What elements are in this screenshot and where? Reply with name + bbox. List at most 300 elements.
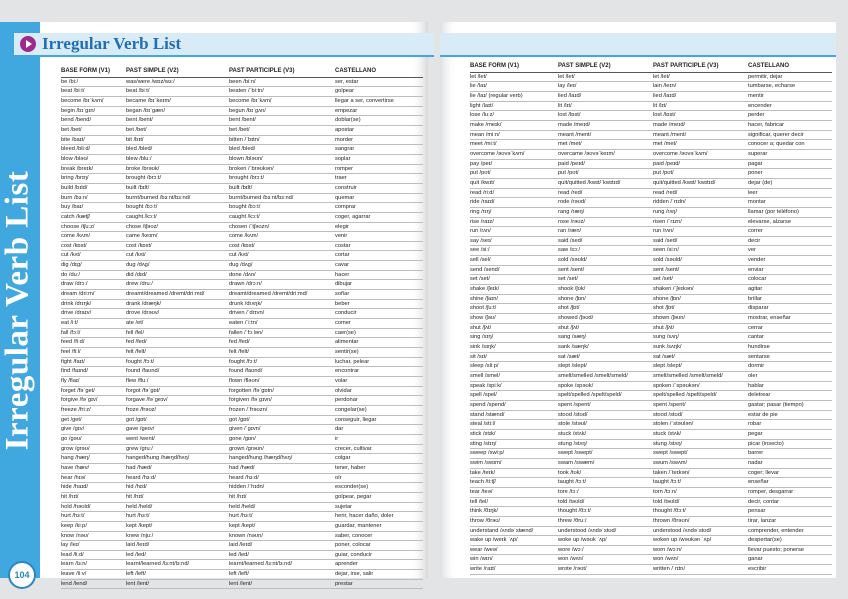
table-cell: stood /stʊd/ xyxy=(653,410,748,420)
table-row xyxy=(470,449,832,459)
table-cell: cantar xyxy=(748,333,832,343)
table-cell: leer xyxy=(748,188,832,198)
table-cell: bet /bet/ xyxy=(229,125,335,135)
table-cell: forget /fəˈɡet/ xyxy=(61,386,126,396)
table-row xyxy=(61,309,423,319)
table-cell: been /biːn/ xyxy=(229,77,335,87)
table-cell: bend /bend/ xyxy=(61,116,126,126)
table-cell: steal /stiːl/ xyxy=(470,420,558,430)
table-row xyxy=(470,343,832,353)
table-cell: built /bɪlt/ xyxy=(229,183,335,193)
table-cell: seen /siːn/ xyxy=(653,246,748,256)
table-cell: keep /kiːp/ xyxy=(61,521,126,531)
table-cell: light /laɪt/ xyxy=(470,101,558,111)
table-cell: traer xyxy=(335,174,423,184)
table-cell: slept /slept/ xyxy=(558,362,653,372)
table-cell: perder xyxy=(748,111,832,121)
table-row xyxy=(61,512,423,522)
table-row xyxy=(470,333,832,343)
table-cell: dug /dʌɡ/ xyxy=(229,261,335,271)
table-cell: swum /swʌm/ xyxy=(653,458,748,468)
table-cell: beat /biːt/ xyxy=(126,87,229,97)
table-cell: mean /miːn/ xyxy=(470,130,558,140)
table-cell: grew /ɡruː/ xyxy=(126,444,229,454)
table-cell: comprender, entender xyxy=(748,526,832,536)
table-cell: pegar xyxy=(748,429,832,439)
table-cell: lay /leɪ/ xyxy=(61,541,126,551)
table-row xyxy=(470,458,832,468)
table-cell: spoken /ˈspəʊkən/ xyxy=(653,381,748,391)
table-cell: set /set/ xyxy=(653,275,748,285)
table-row xyxy=(470,323,832,333)
table-cell: become /bɪˈkʌm/ xyxy=(61,96,126,106)
table-header-row xyxy=(61,67,423,77)
table-cell: lose /luːz/ xyxy=(470,111,558,121)
table-cell: stuck /stʌk/ xyxy=(653,429,748,439)
table-cell: spelt/spelled /spelt/speld/ xyxy=(653,391,748,401)
table-cell: doblar(se) xyxy=(335,116,423,126)
table-cell: felt /felt/ xyxy=(126,348,229,358)
table-cell: romper xyxy=(335,164,423,174)
table-cell: stolen /ˈstəʊlən/ xyxy=(653,420,748,430)
table-row xyxy=(61,193,423,203)
table-row xyxy=(61,377,423,387)
table-cell: wrote /rəʊt/ xyxy=(558,565,653,575)
table-cell: bled /bled/ xyxy=(229,145,335,155)
table-cell: sujetar xyxy=(335,502,423,512)
table-cell: cerrar xyxy=(748,323,832,333)
table-cell: sting /stɪŋ/ xyxy=(470,439,558,449)
right-title-bar xyxy=(440,33,836,55)
table-row xyxy=(470,120,832,130)
title-bar xyxy=(14,33,434,55)
table-cell: quit/quitted /kwɪt/ˈkwɪtɪd/ xyxy=(653,178,748,188)
right-title-rule xyxy=(440,55,836,57)
table-cell: venir xyxy=(335,232,423,242)
table-cell: said /sed/ xyxy=(558,236,653,246)
table-cell: estar de pie xyxy=(748,410,832,420)
table-cell: begun /bɪˈɡʌn/ xyxy=(229,106,335,116)
table-cell: crecer, cultivar xyxy=(335,444,423,454)
table-cell: shoot /ʃuːt/ xyxy=(470,304,558,314)
table-row xyxy=(470,256,832,266)
table-cell: spent /spent/ xyxy=(558,400,653,410)
table-cell: saw /sɔː/ xyxy=(558,246,653,256)
table-cell: lie /laɪ/ (regular verb) xyxy=(470,91,558,101)
column-header: CASTELLANO xyxy=(335,67,423,77)
table-cell: superar xyxy=(748,149,832,159)
table-cell: hacer, fabricar xyxy=(748,120,832,130)
table-cell: lit /lɪt/ xyxy=(558,101,653,111)
table-cell: tirar, lanzar xyxy=(748,516,832,526)
table-cell: go /ɡəʊ/ xyxy=(61,434,126,444)
table-cell: hang /hæŋ/ xyxy=(61,454,126,464)
table-row xyxy=(61,290,423,300)
table-cell: tore /tɔː/ xyxy=(558,487,653,497)
table-cell: taught /tɔːt/ xyxy=(558,478,653,488)
table-cell: bleed /bliːd/ xyxy=(61,145,126,155)
table-cell: came /keɪm/ xyxy=(126,232,229,242)
table-row xyxy=(61,560,423,570)
table-row xyxy=(470,545,832,555)
table-cell: led /led/ xyxy=(229,550,335,560)
table-cell: smelt/smelled /smelt/smeld/ xyxy=(558,372,653,382)
table-cell: drive /draɪv/ xyxy=(61,309,126,319)
table-cell: wore /wɔː/ xyxy=(558,545,653,555)
table-cell: left /left/ xyxy=(126,570,229,580)
table-cell: swept /swept/ xyxy=(653,449,748,459)
table-cell: bent /bent/ xyxy=(126,116,229,126)
table-cell: cavar xyxy=(335,261,423,271)
table-row xyxy=(470,140,832,150)
table-row xyxy=(470,555,832,565)
table-cell: alimentar xyxy=(335,338,423,348)
table-cell: sent /sent/ xyxy=(558,265,653,275)
table-cell: pagar xyxy=(748,159,832,169)
table-cell: cut /kʌt/ xyxy=(126,251,229,261)
table-cell: do /duː/ xyxy=(61,270,126,280)
table-row xyxy=(470,381,832,391)
table-cell: blew /bluː/ xyxy=(126,154,229,164)
table-row xyxy=(61,87,423,97)
table-row xyxy=(470,101,832,111)
table-cell: sangrar xyxy=(335,145,423,155)
table-cell: found /faʊnd/ xyxy=(126,367,229,377)
table-cell: significar, querer decir xyxy=(748,130,832,140)
table-cell: llegar a ser, convertirse xyxy=(335,96,423,106)
table-cell: send /send/ xyxy=(470,265,558,275)
table-cell: apostar xyxy=(335,125,423,135)
table-cell: put /pʊt/ xyxy=(653,169,748,179)
table-cell: find /faɪnd/ xyxy=(61,367,126,377)
table-cell: beber xyxy=(335,299,423,309)
table-cell: met /met/ xyxy=(558,140,653,150)
table-cell: conocer a; quedar con xyxy=(748,140,832,150)
table-cell: drove /drəʊv/ xyxy=(126,309,229,319)
table-cell: slept /slept/ xyxy=(653,362,748,372)
table-cell: had /hæd/ xyxy=(229,463,335,473)
table-cell: burnt/burned /bɜːnt/bɜːnd/ xyxy=(229,193,335,203)
table-cell: understand /ʌndəˈstænd/ xyxy=(470,526,558,536)
table-cell: fallen /ˈfɔːlən/ xyxy=(229,328,335,338)
table-cell: feed /fiːd/ xyxy=(61,338,126,348)
table-row xyxy=(61,106,423,116)
table-cell: stood /stʊd/ xyxy=(558,410,653,420)
table-row xyxy=(470,227,832,237)
table-cell: quemar xyxy=(335,193,423,203)
table-cell: pensar xyxy=(748,507,832,517)
table-cell: begin /bɪˈɡɪn/ xyxy=(61,106,126,116)
table-cell: got /ɡɒt/ xyxy=(126,415,229,425)
table-row xyxy=(470,217,832,227)
table-cell: fed /fed/ xyxy=(126,338,229,348)
table-cell: did /dɪd/ xyxy=(126,270,229,280)
table-row xyxy=(61,348,423,358)
table-row xyxy=(470,391,832,401)
table-cell: learnt/learned /lɜːnt/lɜːnd/ xyxy=(229,560,335,570)
table-cell: broke /brəʊk/ xyxy=(126,164,229,174)
table-cell: run /rʌn/ xyxy=(470,227,558,237)
table-cell: eat /iːt/ xyxy=(61,319,126,329)
table-cell: elegir xyxy=(335,222,423,232)
table-cell: grow /ɡrəʊ/ xyxy=(61,444,126,454)
table-row xyxy=(470,169,832,179)
table-cell: cut /kʌt/ xyxy=(61,251,126,261)
table-cell: sent /sent/ xyxy=(653,265,748,275)
table-cell: buy /baɪ/ xyxy=(61,203,126,213)
table-cell: lay /leɪ/ xyxy=(558,82,653,92)
column-header: BASE FORM (V1) xyxy=(470,62,558,72)
table-cell: bought /bɔːt/ xyxy=(126,203,229,213)
table-row xyxy=(470,207,832,217)
table-cell: lost /lɒst/ xyxy=(558,111,653,121)
table-cell: thought /θɔːt/ xyxy=(558,507,653,517)
table-cell: ate /et/ xyxy=(126,319,229,329)
table-cell: prestar xyxy=(335,579,423,589)
table-row xyxy=(61,396,423,406)
table-cell: shown /ʃəʊn/ xyxy=(653,314,748,324)
table-cell: heard /hɜːd/ xyxy=(126,473,229,483)
table-cell: have /hæv/ xyxy=(61,463,126,473)
table-row xyxy=(470,91,832,101)
table-cell: began /bɪˈɡæn/ xyxy=(126,106,229,116)
side-title-band xyxy=(0,22,40,578)
table-cell: feel /fiːl/ xyxy=(61,348,126,358)
table-cell: decir xyxy=(748,236,832,246)
table-cell: flew /fluː/ xyxy=(126,377,229,387)
table-cell: write /raɪt/ xyxy=(470,565,558,575)
table-cell: cost /kɒst/ xyxy=(229,241,335,251)
table-cell: nadar xyxy=(748,458,832,468)
table-cell: beat /biːt/ xyxy=(61,87,126,97)
table-cell: mentir xyxy=(748,91,832,101)
table-cell: dibujar xyxy=(335,280,423,290)
table-cell: forgive /fəˈɡɪv/ xyxy=(61,396,126,406)
table-cell: leave /liːv/ xyxy=(61,570,126,580)
table-cell: permitir, dejar xyxy=(748,72,832,82)
table-row xyxy=(470,429,832,439)
table-cell: shaken /ˈʃeɪkən/ xyxy=(653,285,748,295)
table-cell: paid /peɪd/ xyxy=(558,159,653,169)
table-cell: drew /druː/ xyxy=(126,280,229,290)
table-cell: wear /weə/ xyxy=(470,545,558,555)
table-cell: oler xyxy=(748,372,832,382)
table-cell: read /riːd/ xyxy=(470,188,558,198)
table-cell: guardar, mantener xyxy=(335,521,423,531)
table-cell: herir, hacer daño, doler xyxy=(335,512,423,522)
table-cell: encender xyxy=(748,101,832,111)
table-cell: blown /bləʊn/ xyxy=(229,154,335,164)
table-cell: dejar (de) xyxy=(748,178,832,188)
table-cell: lead /liːd/ xyxy=(61,550,126,560)
table-row xyxy=(61,232,423,242)
table-cell: lie /laɪ/ xyxy=(470,82,558,92)
table-cell: met /met/ xyxy=(653,140,748,150)
table-cell: frozen /ˈfrəʊzn/ xyxy=(229,405,335,415)
table-cell: swim /swɪm/ xyxy=(470,458,558,468)
table-cell: spell /spel/ xyxy=(470,391,558,401)
table-row xyxy=(61,444,423,454)
table-cell: left /left/ xyxy=(229,570,335,580)
table-cell: put /pʊt/ xyxy=(470,169,558,179)
table-cell: dormir xyxy=(748,362,832,372)
table-row xyxy=(470,372,832,382)
column-header: CASTELLANO xyxy=(748,62,832,72)
table-cell: read /red/ xyxy=(558,188,653,198)
table-cell: fought /fɔːt/ xyxy=(229,357,335,367)
table-cell: decir, contar xyxy=(748,497,832,507)
table-cell: mostrar, enseñar xyxy=(748,314,832,324)
table-cell: soplar xyxy=(335,154,423,164)
table-cell: fly /flaɪ/ xyxy=(61,377,126,387)
column-header: PAST PARTICIPLE (V3) xyxy=(229,67,335,77)
table-row xyxy=(470,487,832,497)
table-row xyxy=(470,352,832,362)
table-row xyxy=(61,116,423,126)
table-cell: held /held/ xyxy=(229,502,335,512)
table-cell: comprar xyxy=(335,203,423,213)
table-cell: lost /lɒst/ xyxy=(653,111,748,121)
table-row xyxy=(61,434,423,444)
table-cell: was/were /wɒz/wɜː/ xyxy=(126,77,229,87)
table-cell: despertar(se) xyxy=(748,536,832,546)
table-cell: cost /kɒst/ xyxy=(61,241,126,251)
table-cell: found /faʊnd/ xyxy=(229,367,335,377)
table-cell: hurt /hɜːt/ xyxy=(229,512,335,522)
table-cell: dig /dɪɡ/ xyxy=(61,261,126,271)
table-cell: esconder(se) xyxy=(335,483,423,493)
column-header: PAST SIMPLE (V2) xyxy=(126,67,229,77)
table-cell: driven /ˈdrɪvn/ xyxy=(229,309,335,319)
table-cell: caer(se) xyxy=(335,328,423,338)
table-cell: elevarse, alzarse xyxy=(748,217,832,227)
table-cell: shine /ʃaɪn/ xyxy=(470,294,558,304)
table-row xyxy=(61,280,423,290)
table-cell: sung /sʌŋ/ xyxy=(653,333,748,343)
table-row xyxy=(470,265,832,275)
table-cell: froze /frəʊz/ xyxy=(126,405,229,415)
table-row xyxy=(61,357,423,367)
table-cell: quit /kwɪt/ xyxy=(470,178,558,188)
table-cell: made /meɪd/ xyxy=(558,120,653,130)
table-cell: tener, haber xyxy=(335,463,423,473)
table-cell: fell /fel/ xyxy=(126,328,229,338)
table-cell: burnt/burned /bɜːnt/bɜːnd/ xyxy=(126,193,229,203)
table-cell: say /seɪ/ xyxy=(470,236,558,246)
table-cell: fed /fed/ xyxy=(229,338,335,348)
table-row xyxy=(470,188,832,198)
table-cell: meet /miːt/ xyxy=(470,140,558,150)
table-row xyxy=(470,468,832,478)
table-cell: brought /brɔːt/ xyxy=(126,174,229,184)
table-cell: hablar xyxy=(748,381,832,391)
table-cell: brillar xyxy=(748,294,832,304)
table-cell: ir xyxy=(335,434,423,444)
table-cell: give /ɡɪv/ xyxy=(61,425,126,435)
table-cell: smelt/smelled /smelt/smeld/ xyxy=(653,372,748,382)
table-cell: be /biː/ xyxy=(61,77,126,87)
table-cell: led /led/ xyxy=(126,550,229,560)
table-cell: understood /ʌndəˈstʊd/ xyxy=(558,526,653,536)
column-header: BASE FORM (V1) xyxy=(61,67,126,77)
table-cell: dug /dʌɡ/ xyxy=(126,261,229,271)
table-cell: run /rʌn/ xyxy=(653,227,748,237)
table-row xyxy=(470,516,832,526)
table-cell: comer xyxy=(335,319,423,329)
table-cell: dejar, irse, salir xyxy=(335,570,423,580)
table-cell: encontrar xyxy=(335,367,423,377)
table-cell: conseguir, llegar xyxy=(335,415,423,425)
table-cell: showed /ʃəʊd/ xyxy=(558,314,653,324)
table-cell: rung /rʌŋ/ xyxy=(653,207,748,217)
table-row xyxy=(470,439,832,449)
table-cell: set /set/ xyxy=(470,275,558,285)
table-cell: perdonar xyxy=(335,396,423,406)
table-cell: forgave /fəˈɡeɪv/ xyxy=(126,396,229,406)
verb-table-right xyxy=(470,62,832,575)
table-cell: guiar, conducir xyxy=(335,550,423,560)
table-row xyxy=(470,236,832,246)
table-cell: come /kʌm/ xyxy=(61,232,126,242)
table-cell: won /wʌn/ xyxy=(653,555,748,565)
column-header: PAST PARTICIPLE (V3) xyxy=(653,62,748,72)
table-cell: bit /bɪt/ xyxy=(126,135,229,145)
table-cell: stole /stəʊl/ xyxy=(558,420,653,430)
table-row xyxy=(470,304,832,314)
table-row xyxy=(470,536,832,546)
table-cell: montar xyxy=(748,198,832,208)
table-cell: barrer xyxy=(748,449,832,459)
table-cell: bitten /ˈbɪtn/ xyxy=(229,135,335,145)
table-cell: forgotten /fəˈɡɒtn/ xyxy=(229,386,335,396)
table-row xyxy=(470,149,832,159)
table-cell: luchar, pelear xyxy=(335,357,423,367)
table-cell: felt /felt/ xyxy=(229,348,335,358)
table-row xyxy=(61,270,423,280)
table-cell: tear /teə/ xyxy=(470,487,558,497)
table-row xyxy=(61,183,423,193)
table-row xyxy=(61,541,423,551)
table-cell: brought /brɔːt/ xyxy=(229,174,335,184)
table-cell: bet /bet/ xyxy=(61,125,126,135)
table-cell: build /bɪld/ xyxy=(61,183,126,193)
table-cell: speak /spiːk/ xyxy=(470,381,558,391)
table-cell: read /red/ xyxy=(653,188,748,198)
table-cell: stand /stænd/ xyxy=(470,410,558,420)
table-cell: spend /spend/ xyxy=(470,400,558,410)
table-row xyxy=(470,478,832,488)
table-row xyxy=(61,164,423,174)
table-row xyxy=(61,241,423,251)
table-cell: overcame /əʊvəˈkeɪm/ xyxy=(558,149,653,159)
table-cell: ganar xyxy=(748,555,832,565)
table-cell: ring /rɪŋ/ xyxy=(470,207,558,217)
page-number: 104 xyxy=(10,563,34,587)
table-cell: lent /lent/ xyxy=(229,579,335,589)
table-cell: pay /peɪ/ xyxy=(470,159,558,169)
table-cell: drank /dræŋk/ xyxy=(126,299,229,309)
table-row xyxy=(61,473,423,483)
table-row xyxy=(470,275,832,285)
table-cell: wake up /weɪk ˈʌp/ xyxy=(470,536,558,546)
table-cell: took /tʊk/ xyxy=(558,468,653,478)
table-cell: ride /raɪd/ xyxy=(470,198,558,208)
table-cell: told /təʊld/ xyxy=(653,497,748,507)
table-cell: stung /stʌŋ/ xyxy=(558,439,653,449)
table-cell: drunk /drʌŋk/ xyxy=(229,299,335,309)
table-cell: coger, agarrar xyxy=(335,212,423,222)
table-cell: shot /ʃɒt/ xyxy=(558,304,653,314)
